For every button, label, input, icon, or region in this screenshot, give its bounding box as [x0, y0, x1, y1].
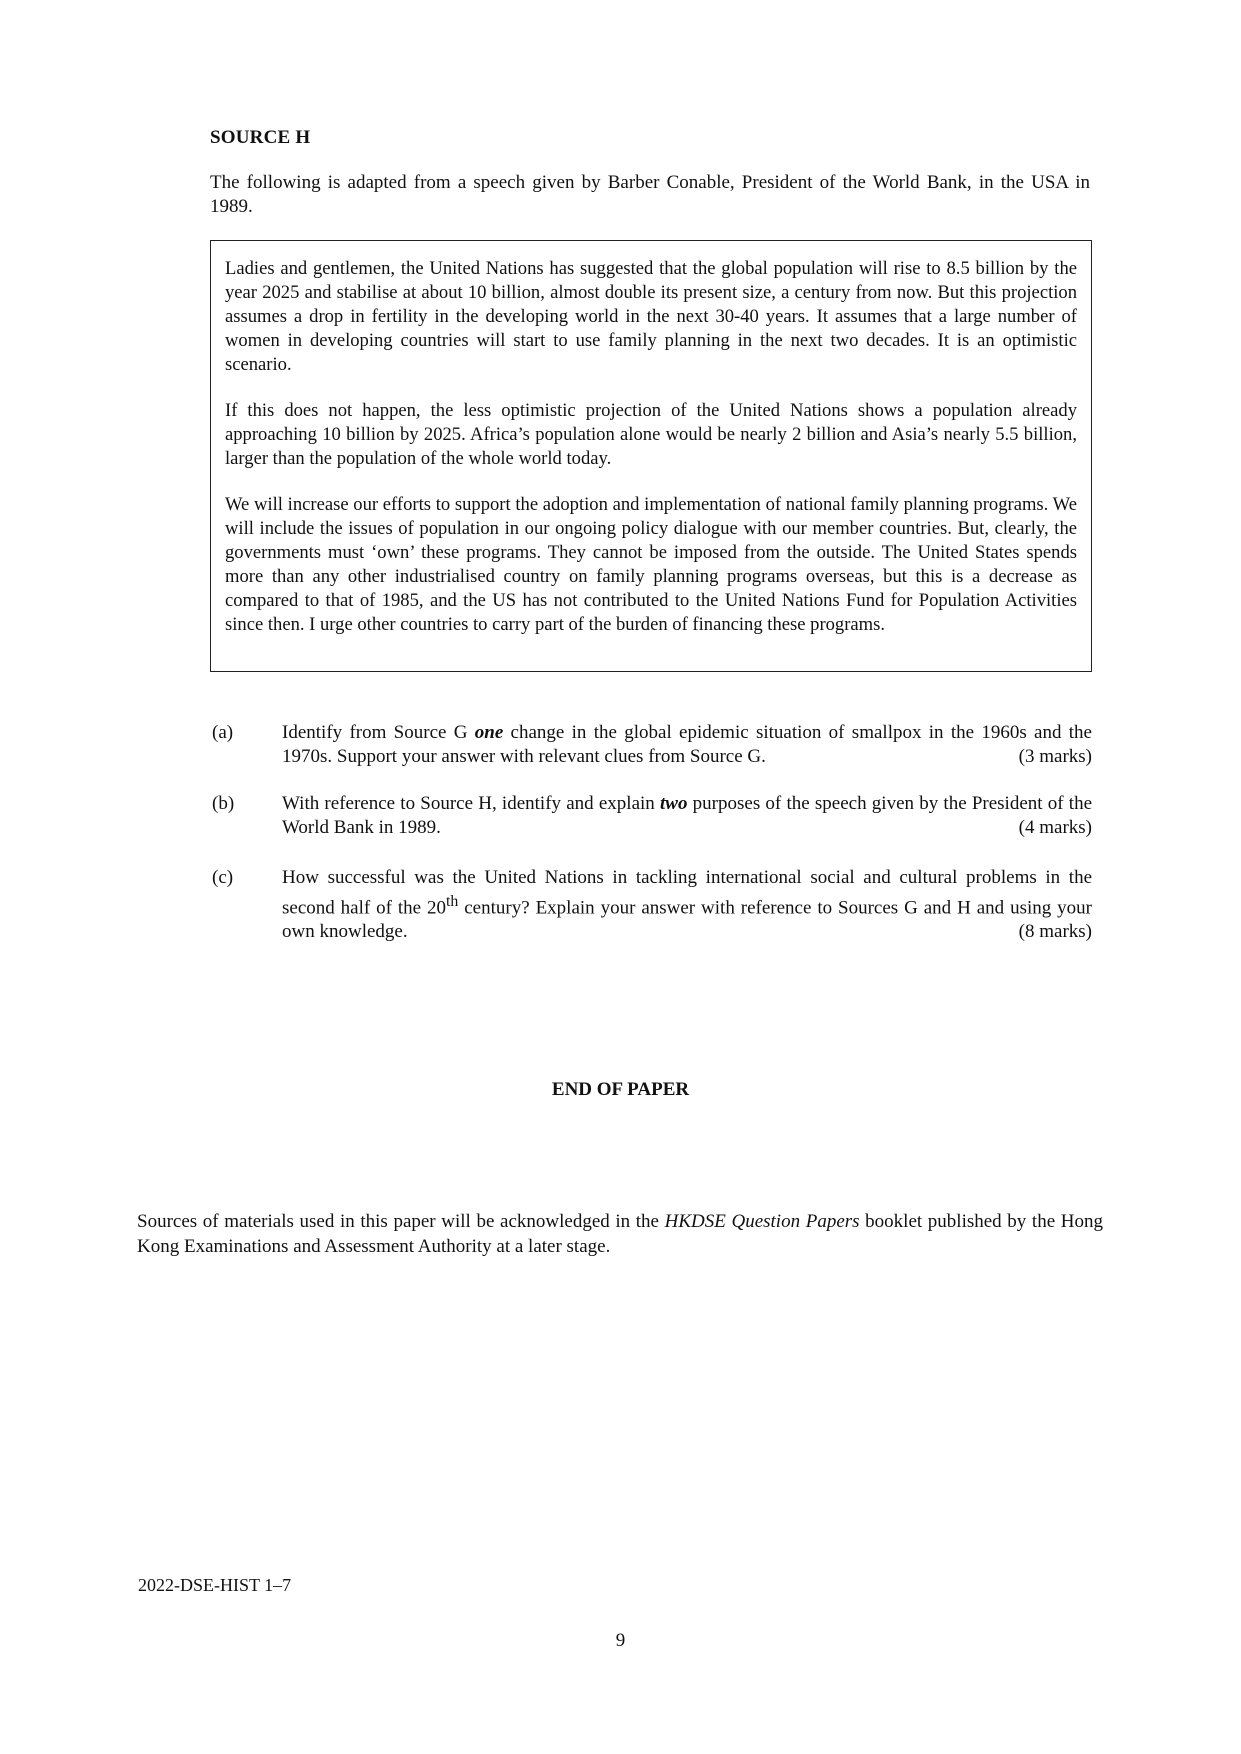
question-c-superscript: th — [446, 893, 459, 910]
source-paragraph-1: Ladies and gentlemen, the United Nations has suggested that the global population will rise to 8.5 billion by the year 2025 and stabilise at about 10 billion, almost double its present size, a century from now. But this projection assumes a drop in fertility in the developing world in the next 30-40 years. It assumes that a large number of women in developing countries will start to use family planning in the next two decades. It is an optimistic scenario. — [225, 258, 1077, 375]
question-c-marks: (8 marks) — [1018, 921, 1092, 943]
question-a-text-start: Identify from Source G — [282, 722, 475, 743]
question-b-label: (b) — [212, 793, 235, 814]
question-a-label: (a) — [212, 722, 234, 743]
acknowledgement-note — [137, 1209, 1103, 1259]
question-a-text-end: change in the global epidemic situation of smallpox in the 1960s and the 1970s. Support your answer with relevant clues from Source G. — [282, 722, 1092, 767]
source-paragraph-2: If this does not happen, the less optimistic projection of the United Nations shows a population already approaching 10 billion by 2025. Africa’s population alone would be nearly 2 billion and Asia’s nearly 5.5 billion, larger than the population of the whole world today. — [225, 400, 1077, 469]
question-b-text — [282, 792, 1092, 840]
end-of-paper: END OF PAPER — [551, 1079, 690, 1100]
acknowledgement-text-end: booklet published by the Hong Kong Examinations and Assessment Authority at a later stage. — [137, 1211, 1103, 1257]
question-c-text-start: How successful was the United Nations in tackling international social and cultural problems in the second half of the 20 — [282, 867, 1092, 919]
question-a-marks: (3 marks) — [1018, 746, 1092, 767]
question-c-label: (c) — [212, 867, 234, 888]
question-b-emphasis: two — [660, 793, 688, 814]
question-b-text-end: purposes of the speech given by the President of the World Bank in 1989. — [282, 793, 1092, 838]
question-b-text-start: With reference to Source H, identify and explain — [282, 793, 661, 814]
question-a-emphasis: one — [474, 722, 504, 743]
question-b-marks: (4 marks) — [1018, 817, 1092, 838]
acknowledgement-text-start: Sources of materials used in this paper will be acknowledged in the — [137, 1211, 665, 1232]
acknowledgement-booklet-title: HKDSE Question Papers — [664, 1211, 860, 1232]
source-heading: SOURCE H — [210, 127, 311, 148]
source-introduction: The following is adapted from a speech given by Barber Conable, President of the World Bank, in the USA in 1989. — [210, 172, 1090, 217]
page-number: 9 — [615, 1630, 626, 1651]
source-paragraph-3: We will increase our efforts to support the adoption and implementation of national family planning programs. We will include the issues of population in our ongoing policy dialogue with our member countries. But, clearly, the governments must ‘own’ these programs. They cannot be imposed from the outside. The United States spends more than any other industrialised country on family planning programs overseas, but this is a decrease as compared to that of 1985, and the US has not contributed to the United Nations Fund for Population Activities since then. I urge other countries to carry part of the burden of financing these programs. — [225, 494, 1077, 635]
question-a-text — [282, 721, 1092, 769]
question-c-text-end: century? Explain your answer with reference to Sources G and H and using your own knowledge. — [282, 897, 1092, 943]
question-c-text — [282, 866, 1092, 944]
paper-code: 2022-DSE-HIST 1–7 — [138, 1575, 292, 1595]
source-h-box — [210, 240, 1092, 672]
